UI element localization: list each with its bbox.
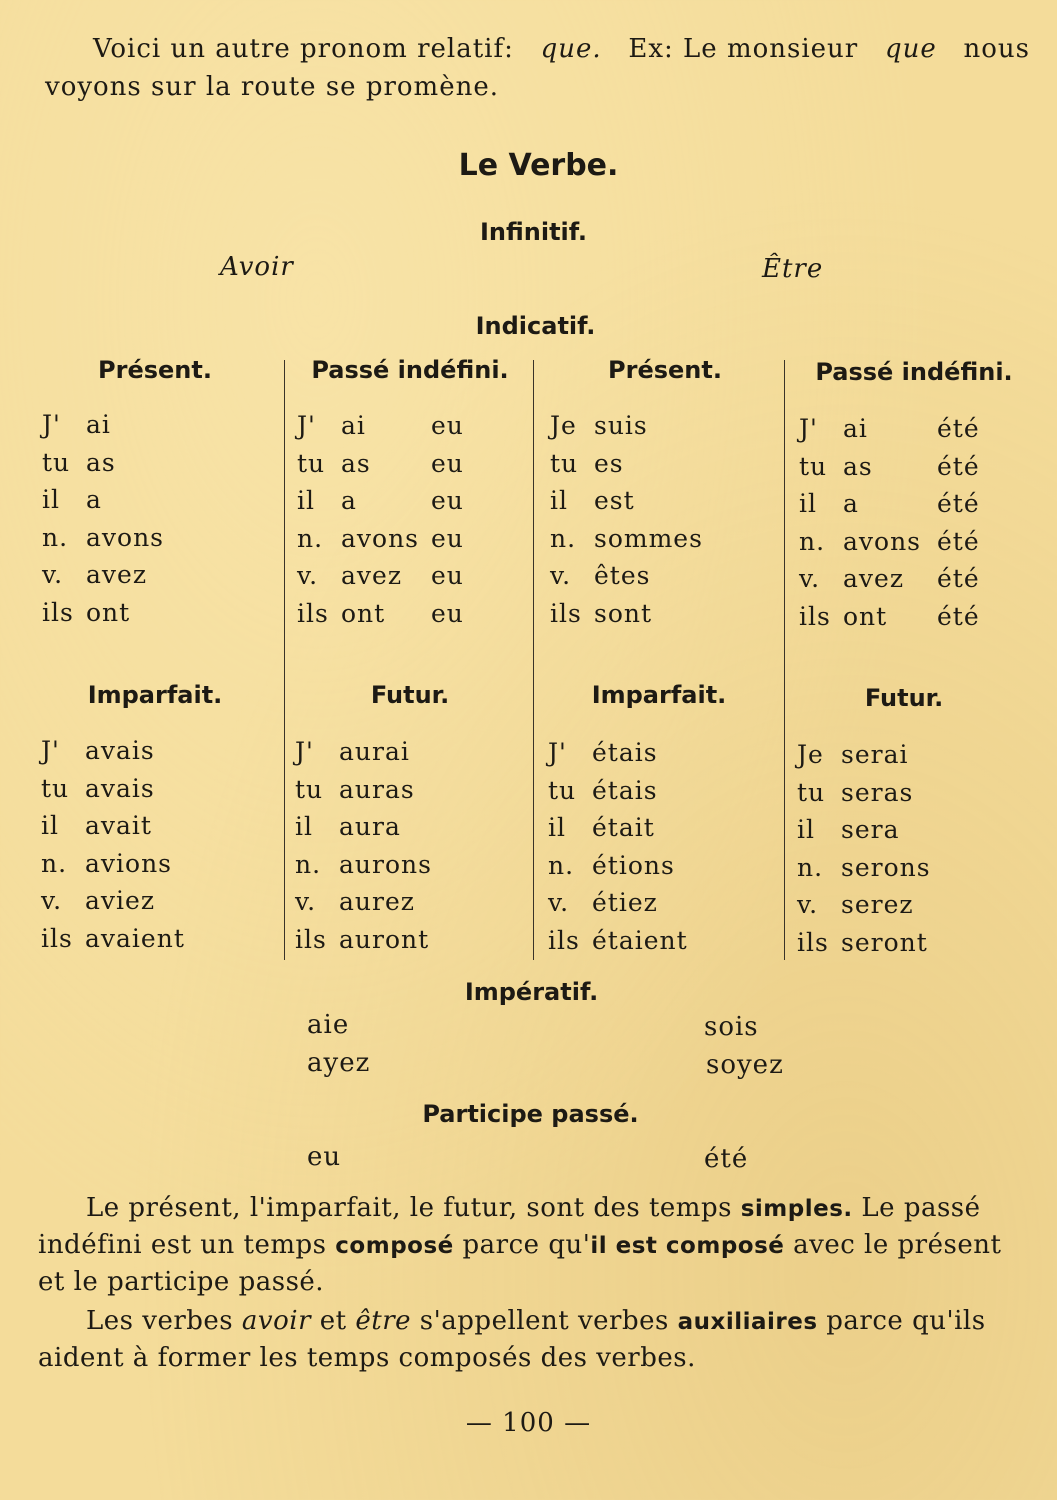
para2-etre: être xyxy=(355,1306,412,1336)
pronoun: J' xyxy=(42,410,61,439)
conjugation-row xyxy=(297,482,464,520)
pronoun: n. xyxy=(548,850,575,880)
intro-que-2: que xyxy=(884,34,937,64)
pronoun: Je xyxy=(797,740,824,769)
verb-form: sommes xyxy=(594,523,703,553)
pronoun: J' xyxy=(295,737,314,766)
verb-form: avez xyxy=(341,561,402,590)
conjugation-row xyxy=(548,809,688,847)
conjugation-row xyxy=(42,406,164,444)
conjugation-passe-avoir xyxy=(297,407,464,632)
column-divider xyxy=(284,360,285,960)
participle: eu xyxy=(431,523,464,553)
header-present-avoir: Présent. xyxy=(98,356,212,384)
pronoun: tu xyxy=(797,777,826,807)
pronoun: J' xyxy=(41,736,60,765)
verb-form: a xyxy=(341,486,357,515)
pronoun: v. xyxy=(797,890,819,919)
conjugation-row xyxy=(799,485,980,523)
header-futur-etre: Futur. xyxy=(864,684,944,712)
conjugation-row xyxy=(42,556,164,594)
pronoun: J' xyxy=(799,414,818,443)
pronoun: v. xyxy=(297,561,319,590)
participe-etre: été xyxy=(704,1144,749,1174)
verb-form: avons xyxy=(341,523,420,553)
verb-form: seras xyxy=(841,777,914,807)
verb-form: ont xyxy=(341,598,386,628)
pronoun: J' xyxy=(548,738,567,767)
conjugation-row xyxy=(41,882,185,920)
verb-form: aviez xyxy=(85,886,155,915)
participle: eu xyxy=(431,561,464,590)
verb-form: auras xyxy=(339,774,415,804)
infinitif-avoir: Avoir xyxy=(220,252,294,282)
conjugation-row xyxy=(797,849,931,887)
para1-text-a: Le présent, l'imparfait, le futur, sont des temps xyxy=(86,1193,732,1223)
pronoun: ils xyxy=(550,598,582,628)
verb-form: avaient xyxy=(85,923,185,953)
conjugation-row xyxy=(799,598,980,636)
conjugation-imparfait-avoir xyxy=(41,732,185,957)
conjugation-row xyxy=(41,807,185,845)
para1-text-i: et le participe passé. xyxy=(38,1267,325,1297)
pronoun: n. xyxy=(42,522,69,552)
conjugation-row xyxy=(42,481,164,519)
verb-form: avez xyxy=(86,560,147,589)
conjugation-row xyxy=(297,445,464,483)
conjugation-row xyxy=(297,595,464,633)
verb-form: était xyxy=(592,813,655,842)
pronoun: il xyxy=(797,815,815,844)
conjugation-passe-etre xyxy=(799,410,980,635)
page-number: — 100 — xyxy=(465,1408,592,1438)
conjugation-row xyxy=(41,920,185,958)
conjugation-row xyxy=(797,736,931,774)
conjugation-row xyxy=(295,808,432,846)
conjugation-imparfait-etre xyxy=(548,734,688,959)
verb-form: avions xyxy=(85,848,173,878)
participe-avoir: eu xyxy=(307,1142,342,1172)
pronoun: ils xyxy=(297,598,329,628)
conjugation-row xyxy=(550,520,703,558)
conjugation-row xyxy=(799,560,980,598)
verb-form: étiez xyxy=(592,888,658,917)
conjugation-row xyxy=(297,407,464,445)
pronoun: n. xyxy=(799,526,826,556)
participle: eu xyxy=(431,448,464,478)
participle: eu xyxy=(431,411,464,440)
participle: été xyxy=(937,526,980,556)
participle: été xyxy=(937,414,980,443)
imperatif-etre-2: soyez xyxy=(706,1050,784,1080)
pronoun: J' xyxy=(297,411,316,440)
para1-compose: composé xyxy=(335,1233,454,1259)
pronoun: il xyxy=(548,813,566,842)
conjugation-present-avoir xyxy=(42,406,164,631)
participle: eu xyxy=(431,598,464,628)
conjugation-row xyxy=(295,883,432,921)
pronoun: n. xyxy=(550,523,577,553)
para2-text-e: s'appellent verbes xyxy=(419,1306,669,1336)
pronoun: tu xyxy=(297,448,326,478)
para2-text-g: parce qu'ils xyxy=(826,1306,986,1336)
conjugation-row xyxy=(42,444,164,482)
verb-form: sont xyxy=(594,598,653,628)
para2-auxiliaires: auxiliaires xyxy=(677,1309,818,1335)
conjugation-row xyxy=(799,523,980,561)
header-present-etre: Présent. xyxy=(608,356,722,384)
conjugation-row xyxy=(548,884,688,922)
imperatif-avoir-1: aie xyxy=(307,1010,350,1040)
verb-form: as xyxy=(86,447,116,477)
pronoun: ils xyxy=(295,924,327,954)
pronoun: il xyxy=(297,486,315,515)
header-passe-avoir: Passé indéfini. xyxy=(311,356,509,384)
conjugation-row xyxy=(41,732,185,770)
verb-form: avait xyxy=(85,811,152,840)
infinitif-heading: Infinitif. xyxy=(479,218,588,246)
pronoun: ils xyxy=(797,927,829,957)
verb-form: est xyxy=(594,486,635,515)
para2-text-h: aident à former les temps composés des verbes. xyxy=(38,1343,696,1373)
para1-simples: simples. xyxy=(740,1196,853,1222)
verb-form: as xyxy=(843,451,873,481)
conjugation-row xyxy=(548,772,688,810)
para2-text-c: et xyxy=(319,1306,347,1336)
pronoun: v. xyxy=(550,561,572,590)
verb-form: étais xyxy=(592,775,658,805)
pronoun: v. xyxy=(42,560,64,589)
verb-form: ont xyxy=(86,597,131,627)
page-title: Le Verbe. xyxy=(458,148,619,183)
conjugation-row xyxy=(550,445,703,483)
participe-heading: Participe passé. xyxy=(422,1100,639,1128)
conjugation-present-etre xyxy=(550,407,703,632)
verb-form: étaient xyxy=(592,925,688,955)
verb-form: étions xyxy=(592,850,675,880)
conjugation-row xyxy=(295,771,432,809)
conjugation-row xyxy=(297,557,464,595)
infinitif-etre: Être xyxy=(762,254,824,284)
pronoun: tu xyxy=(42,447,71,477)
verb-form: aurez xyxy=(339,887,415,916)
conjugation-row xyxy=(548,847,688,885)
verb-form: serai xyxy=(841,740,909,769)
conjugation-row xyxy=(548,922,688,960)
column-divider xyxy=(533,360,534,960)
verb-form: aurons xyxy=(339,849,432,879)
pronoun: il xyxy=(799,489,817,518)
intro-nous: nous xyxy=(963,34,1030,64)
conjugation-row xyxy=(42,519,164,557)
pronoun: tu xyxy=(799,451,828,481)
pronoun: il xyxy=(41,811,59,840)
pronoun: ils xyxy=(799,601,831,631)
para1-text-d: indéfini est un temps xyxy=(38,1230,327,1260)
verb-form: étais xyxy=(592,738,658,767)
verb-form: seront xyxy=(841,927,928,957)
verb-form: aura xyxy=(339,812,401,841)
conjugation-row xyxy=(797,886,931,924)
intro-example: Ex: Le monsieur xyxy=(628,34,859,64)
intro-que: que. xyxy=(540,34,602,64)
conjugation-row xyxy=(550,407,703,445)
pronoun: Je xyxy=(550,411,577,440)
verb-form: avais xyxy=(85,773,155,803)
verb-form: ai xyxy=(341,411,366,440)
header-imparfait-etre: Imparfait. xyxy=(591,681,727,709)
conjugation-row xyxy=(799,448,980,486)
pronoun: tu xyxy=(295,774,324,804)
verb-form: avez xyxy=(843,564,904,593)
verb-form: ai xyxy=(86,410,111,439)
conjugation-row xyxy=(295,846,432,884)
intro-line-2: voyons sur la route se promène. xyxy=(45,72,499,102)
pronoun: tu xyxy=(548,775,577,805)
verb-form: serez xyxy=(841,890,914,919)
pronoun: ils xyxy=(42,597,74,627)
pronoun: n. xyxy=(295,849,322,879)
participle: été xyxy=(937,564,980,593)
pronoun: il xyxy=(295,812,313,841)
pronoun: n. xyxy=(41,848,68,878)
imperatif-avoir-2: ayez xyxy=(307,1048,371,1078)
pronoun: il xyxy=(550,486,568,515)
verb-form: serons xyxy=(841,852,931,882)
conjugation-row xyxy=(797,924,931,962)
conjugation-futur-avoir xyxy=(295,733,432,958)
imperatif-etre-1: sois xyxy=(704,1012,759,1042)
pronoun: v. xyxy=(799,564,821,593)
conjugation-row xyxy=(548,734,688,772)
verb-form: avons xyxy=(843,526,922,556)
conjugation-row xyxy=(297,520,464,558)
pronoun: tu xyxy=(41,773,70,803)
conjugation-row xyxy=(42,594,164,632)
conjugation-row xyxy=(550,482,703,520)
conjugation-row xyxy=(295,733,432,771)
explanation-paragraph-2 xyxy=(38,1303,1028,1376)
para1-text-f: parce qu' xyxy=(462,1230,591,1260)
verb-form: a xyxy=(843,489,859,518)
verb-form: avons xyxy=(86,522,165,552)
header-imparfait-avoir: Imparfait. xyxy=(87,681,223,709)
conjugation-row xyxy=(797,811,931,849)
conjugation-futur-etre xyxy=(797,736,931,961)
pronoun: ils xyxy=(548,925,580,955)
pronoun: ils xyxy=(41,923,73,953)
verb-form: a xyxy=(86,485,102,514)
pronoun: v. xyxy=(41,886,63,915)
intro-text: Voici un autre pronom relatif: xyxy=(93,34,514,64)
indicatif-heading: Indicatif. xyxy=(475,312,596,340)
para2-avoir: avoir xyxy=(241,1306,311,1336)
participle: été xyxy=(937,489,980,518)
verb-form: as xyxy=(341,448,371,478)
explanation-paragraph-1 xyxy=(38,1190,1028,1300)
verb-form: êtes xyxy=(594,561,651,590)
pronoun: il xyxy=(42,485,60,514)
pronoun: tu xyxy=(550,448,579,478)
column-divider xyxy=(784,360,785,960)
participle: été xyxy=(937,601,980,631)
participle: eu xyxy=(431,486,464,515)
conjugation-row xyxy=(799,410,980,448)
verb-form: aurai xyxy=(339,737,410,766)
para2-text-a: Les verbes xyxy=(86,1306,234,1336)
conjugation-row xyxy=(295,921,432,959)
verb-form: suis xyxy=(594,411,648,440)
imperatif-heading: Impératif. xyxy=(464,978,599,1006)
conjugation-row xyxy=(41,845,185,883)
verb-form: avais xyxy=(85,736,155,765)
para1-text-c: Le passé xyxy=(861,1193,981,1223)
pronoun: v. xyxy=(295,887,317,916)
para1-text-h: avec le présent xyxy=(793,1230,1002,1260)
verb-form: es xyxy=(594,448,624,478)
header-futur-avoir: Futur. xyxy=(370,681,450,709)
conjugation-row xyxy=(550,557,703,595)
header-passe-etre: Passé indéfini. xyxy=(815,358,1013,386)
conjugation-row xyxy=(41,770,185,808)
intro-paragraph xyxy=(45,30,1030,106)
verb-form: ont xyxy=(843,601,888,631)
verb-form: ai xyxy=(843,414,868,443)
participle: été xyxy=(937,451,980,481)
verb-form: sera xyxy=(841,815,900,844)
conjugation-row xyxy=(550,595,703,633)
para1-il-est-compose: il est composé xyxy=(590,1233,785,1259)
pronoun: n. xyxy=(797,852,824,882)
pronoun: n. xyxy=(297,523,324,553)
pronoun: v. xyxy=(548,888,570,917)
verb-form: auront xyxy=(339,924,430,954)
conjugation-row xyxy=(797,774,931,812)
